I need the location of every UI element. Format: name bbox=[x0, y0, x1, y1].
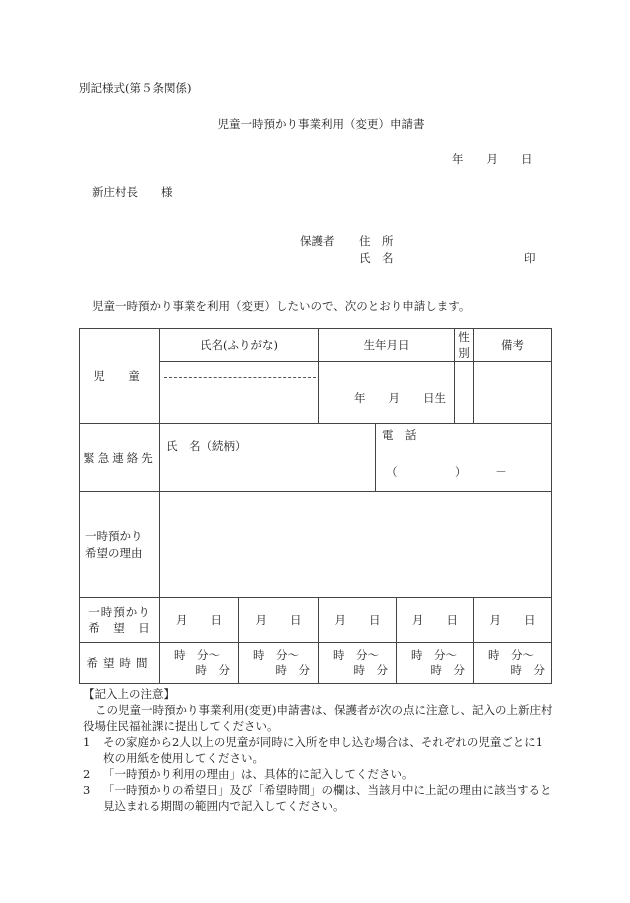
child-remarks-field[interactable] bbox=[474, 362, 552, 424]
desired-time-5[interactable] bbox=[474, 643, 552, 684]
emergency-name-field[interactable] bbox=[160, 424, 376, 492]
note-number: 3 bbox=[83, 783, 91, 797]
phone-format: （ ） － bbox=[386, 465, 507, 479]
note-number: 1 bbox=[83, 735, 91, 749]
intro-text: 児童一時預かり事業を利用（変更）したいので、次のとおり申請します。 bbox=[92, 299, 471, 313]
desired-time-2[interactable] bbox=[239, 643, 319, 684]
time-from: 時 分～ bbox=[488, 648, 535, 662]
desired-date-5[interactable]: 月 日 bbox=[474, 598, 552, 643]
desired-time-label: 希望時間 bbox=[80, 643, 160, 684]
name-label: 氏 名 bbox=[359, 251, 394, 265]
child-name-field[interactable] bbox=[160, 362, 319, 424]
address-label: 住 所 bbox=[359, 234, 394, 248]
reason-field[interactable] bbox=[160, 492, 552, 598]
header-remarks: 備考 bbox=[474, 329, 552, 362]
note-item-1 bbox=[83, 734, 553, 766]
desired-time-1[interactable] bbox=[160, 643, 239, 684]
time-to: 時 分 bbox=[275, 663, 310, 677]
child-sex-field[interactable] bbox=[455, 362, 474, 424]
notes-heading: 【記入上の注意】 bbox=[83, 687, 175, 701]
desired-date-label bbox=[80, 598, 160, 643]
time-to: 時 分 bbox=[353, 663, 388, 677]
header-name: 氏名(ふりがな) bbox=[160, 329, 319, 362]
reason-label-line1: 一時預かり bbox=[85, 528, 143, 543]
furigana-divider bbox=[164, 377, 316, 378]
desired-date-1[interactable]: 月 日 bbox=[160, 598, 239, 643]
note-text: 「一時預かり利用の理由」は、具体的に記入してください。 bbox=[103, 767, 414, 781]
header-birth: 生年月日 bbox=[319, 329, 455, 362]
time-to: 時 分 bbox=[195, 663, 230, 677]
date-line: 年 月 日 bbox=[452, 152, 533, 166]
note-item-3 bbox=[83, 782, 553, 814]
notes-intro: この児童一時預かり事業利用(変更)申請書は、保護者が次の点に注意し、記入の上新庄村役場住民福祉課に提出してください。 bbox=[83, 703, 553, 733]
desired-date-4[interactable]: 月 日 bbox=[397, 598, 474, 643]
desired-date-label-line2: 希 望 日 bbox=[88, 621, 151, 635]
note-text: 「一時預かりの希望日」及び「希望時間」の欄は、当該月中に上記の理由に該当すると見込まれる期間の範囲内で記入してください。 bbox=[103, 783, 552, 813]
time-to: 時 分 bbox=[510, 663, 546, 677]
desired-time-3[interactable] bbox=[319, 643, 397, 684]
addressee: 新庄村長 様 bbox=[92, 185, 173, 199]
time-from: 時 分～ bbox=[253, 648, 299, 662]
time-from: 時 分～ bbox=[174, 648, 220, 662]
birth-value: 年 月 日生 bbox=[354, 390, 447, 405]
time-from: 時 分～ bbox=[411, 648, 457, 662]
emergency-phone-field[interactable] bbox=[376, 424, 552, 492]
header-sex: 性別 bbox=[455, 329, 474, 362]
notes-section bbox=[83, 686, 553, 814]
reason-label bbox=[80, 492, 160, 598]
emergency-name-label: 氏 名（続柄） bbox=[166, 439, 247, 453]
desired-date-label-line1: 一時預かり bbox=[88, 605, 151, 619]
note-text: その家庭から2人以上の児童が同時に入所を申し込む場合は、それぞれの児童ごとに1枚の用紙を使用してください。 bbox=[103, 735, 544, 765]
child-birth-field[interactable] bbox=[319, 362, 455, 424]
time-from: 時 分～ bbox=[333, 648, 379, 662]
desired-time-4[interactable] bbox=[397, 643, 474, 684]
emergency-label: 緊急連絡先 bbox=[80, 424, 160, 492]
seal-mark: 印 bbox=[524, 251, 536, 265]
page-title: 児童一時預かり事業利用（変更）申請書 bbox=[217, 117, 425, 131]
reason-label-line2: 希望の理由 bbox=[85, 545, 143, 560]
form-number: 別記様式(第５条関係) bbox=[79, 81, 192, 95]
application-table bbox=[79, 328, 552, 684]
note-number: 2 bbox=[83, 767, 91, 781]
note-item-2 bbox=[83, 766, 553, 782]
phone-label: 電 話 bbox=[382, 428, 417, 442]
time-to: 時 分 bbox=[430, 663, 466, 677]
child-label: 児 童 bbox=[80, 329, 160, 424]
desired-date-3[interactable]: 月 日 bbox=[319, 598, 397, 643]
desired-date-2[interactable]: 月 日 bbox=[239, 598, 319, 643]
applicant-role: 保護者 bbox=[300, 234, 335, 248]
